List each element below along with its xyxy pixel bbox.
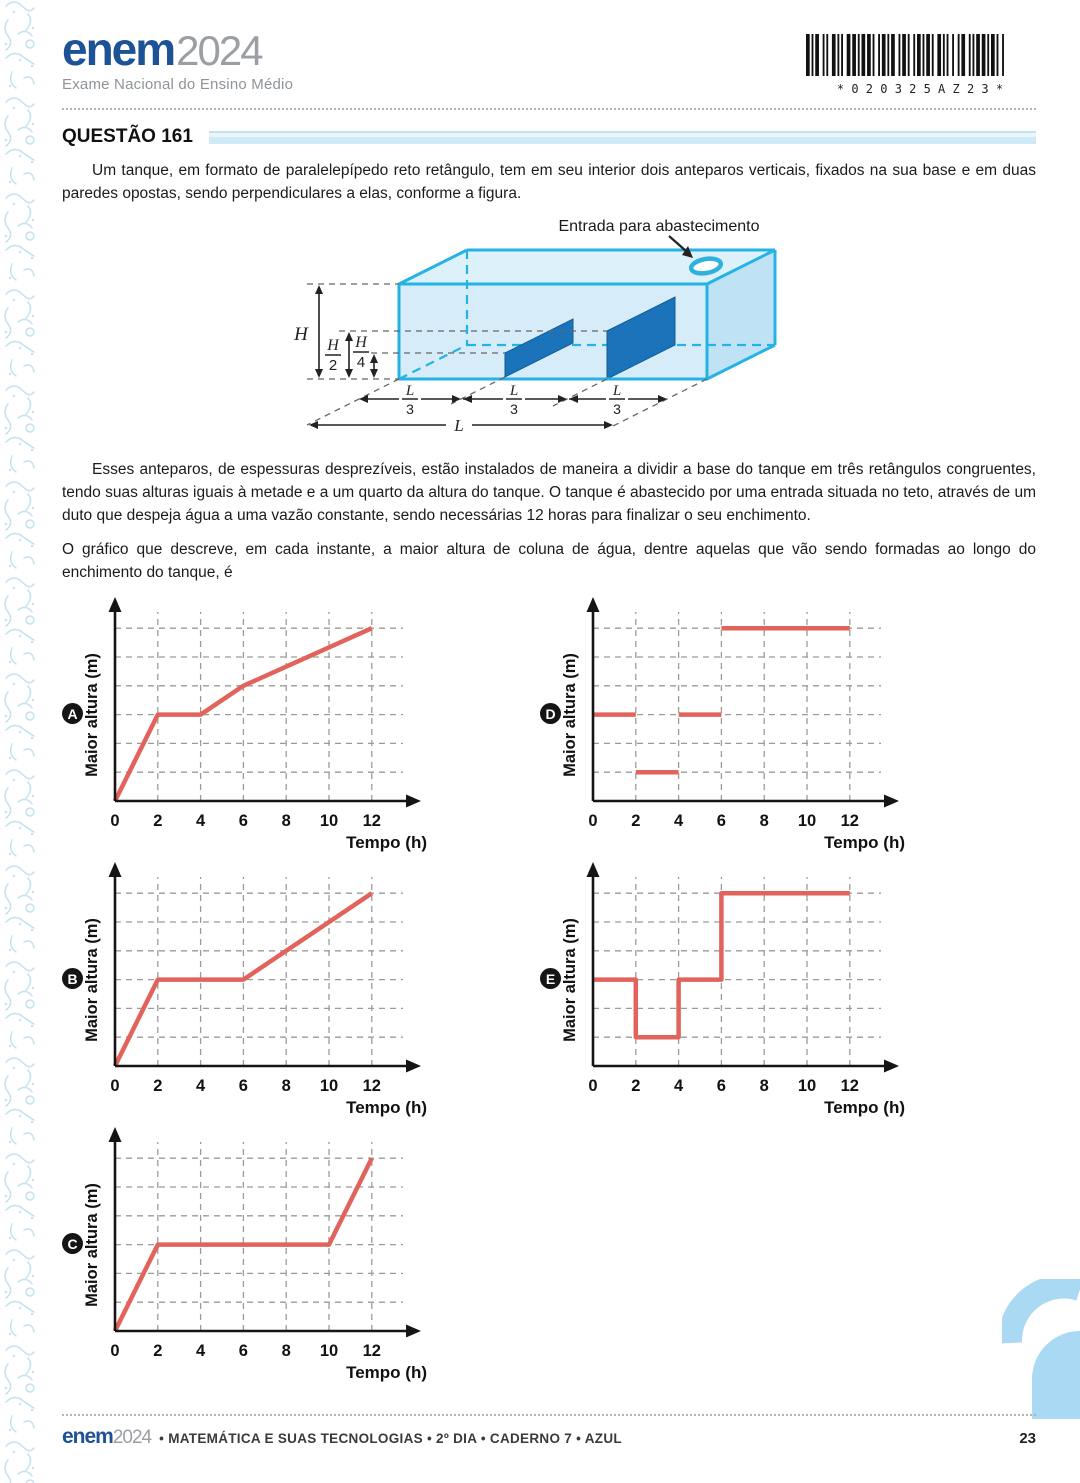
svg-text:10: 10 — [319, 1077, 339, 1095]
svg-text:6: 6 — [716, 1077, 726, 1095]
svg-text:2: 2 — [631, 1077, 641, 1095]
svg-text:4: 4 — [674, 1077, 684, 1095]
svg-text:12: 12 — [840, 1077, 859, 1095]
svg-text:Tempo (h): Tempo (h) — [346, 833, 427, 852]
svg-text:Tempo (h): Tempo (h) — [824, 1098, 905, 1117]
svg-text:8: 8 — [759, 1077, 769, 1095]
label-H: H — [294, 324, 308, 345]
question-title: QUESTÃO 161 — [62, 126, 193, 147]
svg-text:4: 4 — [196, 812, 206, 830]
label-L: L — [454, 416, 464, 435]
option-chart-D — [540, 590, 1036, 852]
svg-text:Maior altura (m): Maior altura (m) — [83, 1183, 101, 1307]
enem-logo — [62, 23, 293, 75]
question-paragraph-3: O gráfico que descreve, em cada instante, a maior altura de coluna de água, dentre aquelas que vão sendo formadas ao longo do enchimento do tanque, é — [62, 541, 1036, 581]
svg-text:Tempo (h): Tempo (h) — [824, 833, 905, 852]
svg-text:10: 10 — [797, 1077, 817, 1095]
svg-text:6: 6 — [238, 1342, 248, 1360]
svg-text:2: 2 — [631, 812, 641, 830]
svg-text:6: 6 — [716, 812, 726, 830]
svg-text:8: 8 — [281, 1077, 291, 1095]
svg-text:8: 8 — [281, 812, 291, 830]
label-H4-num: H — [355, 334, 367, 351]
svg-text:Maior altura (m): Maior altura (m) — [83, 653, 101, 777]
chart-B — [83, 855, 449, 1117]
option-letter-badge: D — [540, 703, 561, 724]
svg-text:2: 2 — [153, 1342, 163, 1360]
barcode-text: * 0 2 0 3 2 5 A Z 2 3 * — [836, 82, 1004, 96]
svg-text:3: 3 — [510, 401, 518, 417]
barcode-bars — [804, 34, 1036, 76]
svg-text:12: 12 — [840, 812, 859, 830]
option-letter-badge: A — [62, 703, 83, 724]
svg-text:L: L — [405, 383, 415, 399]
question-paragraph-1: Um tanque, em formato de paralelepípedo reto retângulo, tem em seu interior dois anteparos verticais, fixados na sua base e em duas paredes opostas, sendo perpendiculares a elas, conforme a figura. — [62, 162, 1036, 202]
svg-text:3: 3 — [406, 401, 414, 417]
inlet-label: Entrada para abastecimento — [558, 218, 760, 235]
svg-text:4: 4 — [674, 812, 684, 830]
svg-text:4: 4 — [196, 1077, 206, 1095]
option-letter-badge: C — [62, 1233, 83, 1254]
page-header — [62, 0, 1036, 96]
question-paragraph-2: Esses anteparos, de espessuras desprezíveis, estão instalados de maneira a dividir a base do tanque em três retângulos congruentes, tendo suas alturas iguais à metade e a um quarto da altura do tanque. O tanque é abastecido por uma entrada situada no teto, através de um duto que despeja água a uma vazão constante, sendo necessárias 12 horas para finalizar o seu enchimento. — [62, 461, 1036, 524]
svg-text:0: 0 — [588, 1077, 598, 1095]
svg-text:Maior altura (m): Maior altura (m) — [561, 918, 579, 1042]
svg-text:2: 2 — [153, 1077, 163, 1095]
tank-figure — [279, 209, 819, 447]
svg-text:8: 8 — [281, 1342, 291, 1360]
exam-subtitle: Exame Nacional do Ensino Médio — [62, 76, 294, 93]
svg-text:Maior altura (m): Maior altura (m) — [561, 653, 579, 777]
footer-logo-enem: enem — [62, 1425, 113, 1448]
label-H2-num: H — [327, 337, 339, 354]
label-H2-den: 2 — [328, 357, 338, 374]
footer-logo-year: 2024 — [112, 1427, 152, 1448]
svg-text:L: L — [509, 383, 519, 399]
barcode — [804, 34, 1036, 96]
svg-text:0: 0 — [110, 1342, 120, 1360]
logo-enem-text: enem — [62, 23, 175, 75]
svg-text:4: 4 — [196, 1342, 206, 1360]
chart-D — [561, 590, 927, 852]
logo-year-text: 2024 — [176, 27, 262, 74]
option-chart-E — [540, 855, 1036, 1117]
svg-text:12: 12 — [362, 1342, 381, 1360]
chart-C — [83, 1120, 449, 1382]
enem-logo-block — [62, 23, 294, 93]
answer-options-charts — [62, 590, 1036, 1382]
decorative-left-pattern — [0, 0, 38, 1483]
chart-A — [83, 590, 449, 852]
svg-text:10: 10 — [797, 812, 817, 830]
footer-left — [62, 1425, 622, 1449]
svg-text:8: 8 — [759, 812, 769, 830]
svg-text:Maior altura (m): Maior altura (m) — [83, 918, 101, 1042]
footer-exam-info: • MATEMÁTICA E SUAS TECNOLOGIAS • 2º DIA • CADERNO 7 • AZUL — [159, 1431, 622, 1446]
chart-E — [561, 855, 927, 1117]
svg-text:10: 10 — [319, 812, 339, 830]
header-separator — [62, 108, 1036, 110]
svg-text:12: 12 — [362, 812, 381, 830]
svg-text:2: 2 — [153, 812, 163, 830]
svg-text:6: 6 — [238, 812, 248, 830]
L3-fractions — [399, 382, 628, 418]
page-footer — [62, 1414, 1036, 1449]
svg-text:Tempo (h): Tempo (h) — [346, 1098, 427, 1117]
option-chart-B — [62, 855, 540, 1117]
svg-text:0: 0 — [588, 812, 598, 830]
svg-text:3: 3 — [613, 401, 621, 417]
svg-text:0: 0 — [110, 812, 120, 830]
option-chart-A — [62, 590, 540, 852]
label-H4-den: 4 — [356, 354, 366, 371]
svg-text:0: 0 — [110, 1077, 120, 1095]
option-chart-C — [62, 1120, 540, 1382]
svg-text:12: 12 — [362, 1077, 381, 1095]
svg-text:L: L — [612, 383, 622, 399]
svg-text:Tempo (h): Tempo (h) — [346, 1363, 427, 1382]
option-letter-badge: E — [540, 968, 561, 989]
svg-text:10: 10 — [319, 1342, 339, 1360]
question-title-row — [62, 126, 1036, 148]
title-decoration-bar — [209, 131, 1036, 144]
page-number: 23 — [1019, 1430, 1036, 1447]
svg-text:6: 6 — [238, 1077, 248, 1095]
option-letter-badge: B — [62, 968, 83, 989]
